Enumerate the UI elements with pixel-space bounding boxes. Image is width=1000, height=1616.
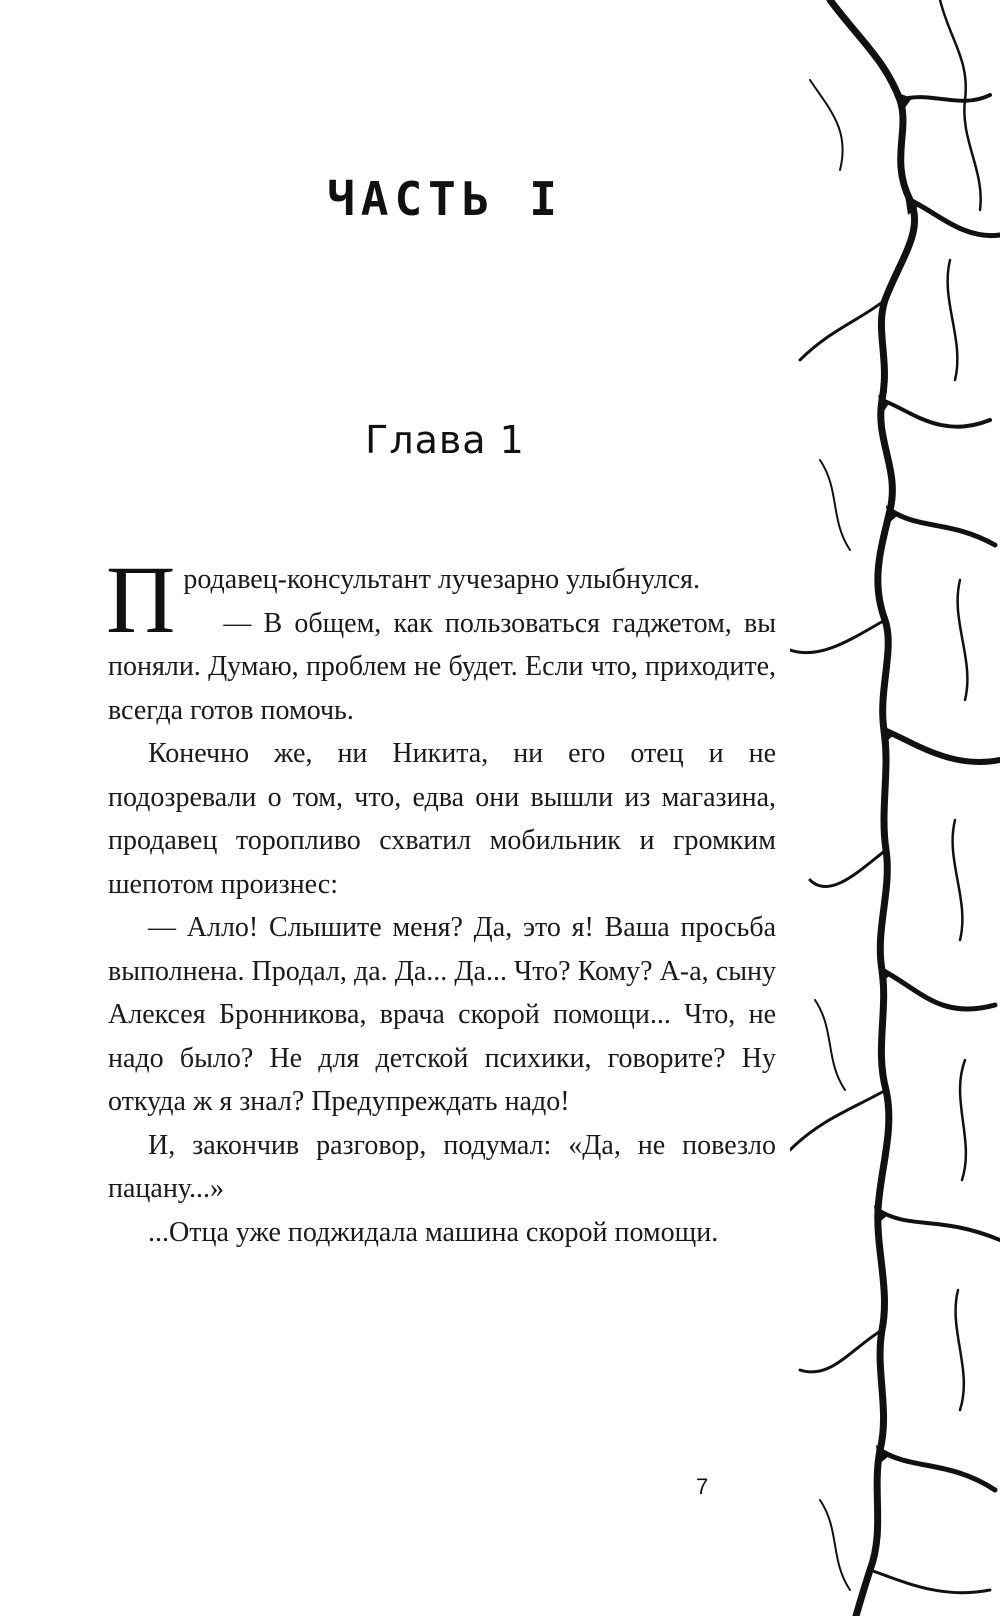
paragraph: — В общем, как пользоваться гаджетом, вы поняли. Думаю, проблем не будет. Если что, приходите, всегда готов помочь. xyxy=(108,607,776,726)
part-title: ЧАСТЬ I xyxy=(327,172,563,226)
page-number: 7 xyxy=(696,1474,709,1499)
paragraph: И, закончив разговор, подумал: «Да, не повезло пацану...» xyxy=(108,1129,776,1204)
chapter-title: Глава 1 xyxy=(365,418,525,462)
paragraph-text: родавец-консультант лучезарно улыбнулся. xyxy=(183,564,701,595)
paragraph: — Алло! Слышите меня? Да, это я! Ваша просьба выполнена. Продал, да. Да... Да... Что? Кому? А-а, сыну Алексея Бронникова, врача скорой помощи... Что, не надо было? Не для детской психики, говорите? Ну откуда ж я знал? Предупреждать надо! xyxy=(108,912,776,1117)
paragraph xyxy=(106,546,776,653)
paragraph: ...Отца уже поджидала машина скорой помощи. xyxy=(148,1216,719,1248)
paragraph: Конечно же, ни Никита, ни его отец и не подозревали о том, что, едва они вышли из магазина, продавец торопливо схватил мобильник и громким шепотом произнес: xyxy=(108,738,776,900)
cracked-stone-border-icon xyxy=(790,0,1000,1616)
body-text xyxy=(106,546,776,1254)
drop-cap: П xyxy=(106,546,176,653)
